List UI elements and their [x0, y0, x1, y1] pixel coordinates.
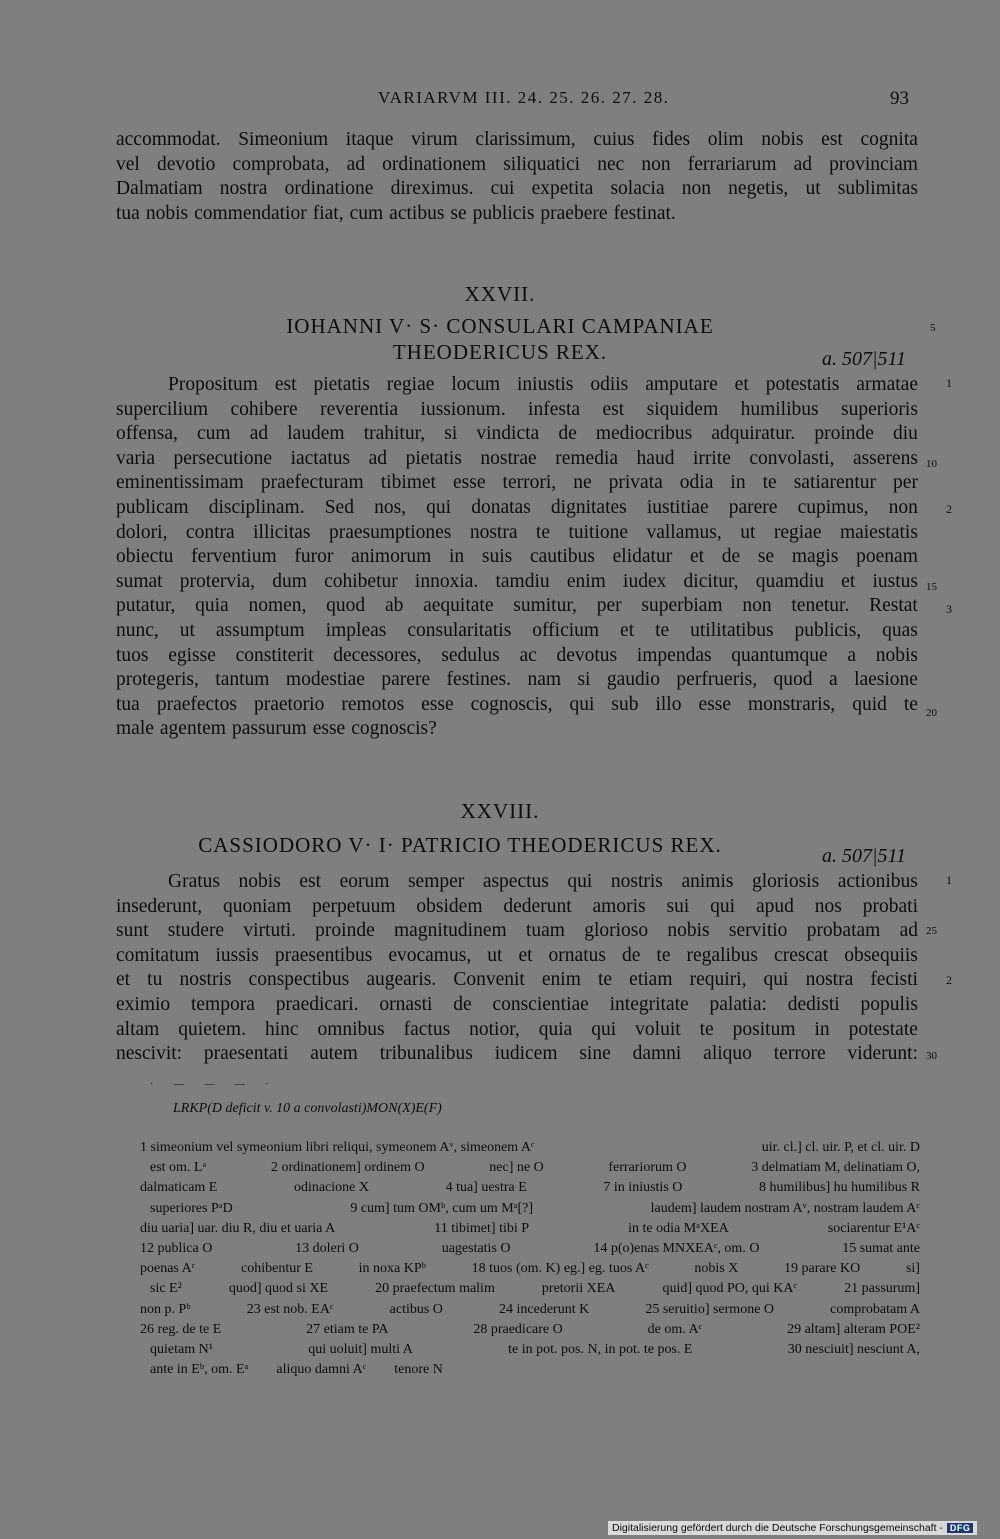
- apparatus-line: sic E² quod] quod si XE 20 praefectum malim pretorii XEA quid] quod PO, qui KAᶜ 21 passurum]: [150, 1281, 920, 1297]
- page-number: 93: [890, 88, 909, 109]
- section-number: 3: [946, 602, 952, 616]
- text-line: et tu nostris conspectibus augearis. Convenit enim te etiam requiri, qui nostra fecisti: [116, 969, 918, 991]
- apparatus-line: ante in Eᵇ, om. Eᵃ aliquo damni Aᶜ tenore N: [150, 1362, 443, 1378]
- letter-27-number: XXVII.: [464, 282, 536, 306]
- apparatus-line: poenas Aᶜ cohibentur E in noxa KPᵇ 18 tuos (om. K) eg.] eg. tuos Aᶜ nobis X 19 parare KO si]: [140, 1261, 920, 1277]
- line-number: 10: [926, 458, 937, 470]
- letter-28-number: XXVIII.: [460, 799, 540, 823]
- footer-text: Digitalisierung gefördert durch die Deutsche Forschungsgemeinschaft -: [612, 1522, 943, 1534]
- text-line: offensa, cum ad laudem trahitur, si vindicta de mediocribus adquiratur. proinde diu: [116, 423, 918, 445]
- text-line: eximio tempora praedicari. ornasti de conscientiae integritate palatia: dedisti populis: [116, 993, 918, 1015]
- apparatus-line: non p. Pᵇ 23 est nob. EAᶜ actibus O 24 incederunt K 25 seruitio] sermone O comprobatam A: [140, 1301, 920, 1317]
- line-number: 15: [926, 581, 937, 593]
- text-line: publicam disciplinam. Sed nos, qui donatas dignitates iustitiae parere cupimus, non: [116, 496, 918, 518]
- text-line: male agentem passurum esse cognoscis?: [116, 718, 437, 740]
- text-line: obiectu ferventium furor animorum in suis cautibus elidatur et de se magis poenam: [116, 546, 918, 568]
- text-line: nescivit: praesentati autem tribunalibus iudicem sine damni aliquo terrore viderunt:: [116, 1043, 918, 1065]
- letter-27-address: IOHANNI V· S· CONSULARI CAMPANIAE: [286, 314, 714, 338]
- margin-line-number-5: 5: [930, 322, 936, 334]
- line-number: 30: [926, 1050, 937, 1062]
- apparatus-line: superiores PᵃD 9 cum] tum OMᵇ, cum um Mᵃ[?] laudem] laudem nostram Aᵛ, nostram laudem Aᶜ: [150, 1200, 920, 1216]
- section-number: 1: [946, 376, 952, 390]
- text-line: dolori, contra illicitas praesumptiones nostra te tuitione vallamus, ut regiae maiestatis: [116, 521, 918, 543]
- apparatus-line: quietam N¹ qui uoluit] multi A te in pot. pos. N, in pot. te pos. E 30 nesciuit] nesciunt A,: [150, 1341, 920, 1357]
- text-line: putatur, quia nomen, quod ab aequitate sumitur, per superbiam non tenetur. Restat: [116, 595, 918, 617]
- text-line: tua nobis commendatior fiat, cum actibus se publicis praebere festinat.: [116, 202, 676, 224]
- line-number: 20: [926, 707, 937, 719]
- apparatus-line: est om. Lᵃ 2 ordinationem] ordinem O nec] ne O ferrariorum O 3 delmatiam M, delinatiam O,: [150, 1160, 920, 1176]
- text-line: sunt studere virtuti. proinde magnitudinem tuam glorioso nobis servitio probatam ad: [116, 920, 918, 942]
- digitization-footer: [608, 1521, 977, 1535]
- apparatus-line: 1 simeonium vel symeonium libri reliqui, symeonem Aᵛ, simeonem Aᶜ uir. cl.] cl. uir. P, et cl. uir. D: [140, 1140, 920, 1155]
- apparatus-sigla: LRKP(D deficit v. 10 a convolasti)MON(X)E(F): [173, 1101, 442, 1116]
- apparatus-line: dalmaticam E odinacione X 4 tua] uestra E 7 in iniustis O 8 humilibus] hu humilibus R: [140, 1180, 920, 1196]
- running-head: [0, 88, 1000, 110]
- section-number: 1: [946, 873, 952, 887]
- letter-28-date: a. 507|511: [822, 845, 907, 867]
- dfg-logo: DFG: [947, 1523, 974, 1533]
- intro-paragraph: [116, 128, 918, 226]
- text-line: comitatum iussis praesentibus evocamus, ut et ornatus de te regalibus crescat obsequiis: [116, 944, 918, 966]
- section-number: 2: [946, 973, 952, 987]
- text-line: tuos egisse constiterit decessores, sedulus ac devotus impendas quantumque a nobis: [116, 644, 918, 666]
- text-line: accommodat. Simeonium itaque virum clarissimum, cuius fides olim nobis est cognita: [116, 129, 918, 150]
- letter-27-sender: THEODERICUS REX.: [392, 340, 608, 364]
- apparatus-line: 12 publica O 13 doleri O uagestatis O 14 p(o)enas MNXEAᶜ, om. O 15 sumat ante: [140, 1240, 920, 1256]
- text-line: insederunt, quoniam perpetuum obsidem dederunt amoris sui qui apud nos probati: [116, 895, 918, 917]
- text-line: eminentissimam praefecturam tibimet esse terrori, ne privata odia in te satiarentur per: [116, 472, 918, 494]
- text-line: supercilium cohibere reverentia iussionum. infesta est siquidem humilibus superioris: [116, 398, 918, 420]
- letter-27-body: [116, 373, 918, 742]
- letter-27-date: a. 507|511: [822, 348, 907, 370]
- apparatus-line: 26 reg. de te E 27 etiam te PA 28 praedicare O de om. Aᶜ 29 altam] alteram POE²: [140, 1321, 920, 1337]
- text-line: protegeris, tantum modestiae parere festines. nam si gaudio perfrueris, quod a laesione: [116, 669, 918, 691]
- letter-28-body: [116, 870, 918, 1067]
- text-line: tua praefectos praetorio remotos esse cognoscis, qui sub illo esse monstraris, quid te: [116, 693, 918, 715]
- separator-rule: · — — — ·: [150, 1079, 278, 1090]
- section-number: 2: [946, 502, 952, 516]
- text-line: vel devotio comprobata, ad ordinationem siliquatici nec non ferrariarum ad provinciam: [116, 153, 918, 175]
- text-line: Propositum est pietatis regiae locum iniustis odiis amputare et potestatis armatae: [168, 374, 918, 395]
- text-line: sumat protervia, dum cohibetur innoxia. tamdiu enim iudex dicitur, quamdiu et iustus: [116, 570, 918, 592]
- letter-28-address: CASSIODORO V· I· PATRICIO THEODERICUS REX.: [198, 833, 722, 857]
- text-line: Dalmatiam nostra ordinatione direximus. cui expetita solacia non negetis, ut sublimitas: [116, 178, 918, 200]
- critical-apparatus: [140, 1138, 920, 1380]
- text-line: altam quietem. hinc omnibus factus notior, quia qui voluit te positum in potestate: [116, 1018, 918, 1040]
- line-number: 25: [926, 925, 937, 937]
- running-title: VARIARVM III. 24. 25. 26. 27. 28.: [378, 88, 670, 107]
- text-line: nunc, ut assumptum impleas consularitatis officium et te utilitatibus publicis, quas: [116, 619, 918, 641]
- text-line: Gratus nobis est eorum semper aspectus qui nostris animis gloriosis actionibus: [168, 871, 918, 892]
- text-line: varia persecutione iactatus ad pietatis nostrae remedia haud irrite convolasti, asserens: [116, 447, 918, 469]
- apparatus-line: diu uaria] uar. diu R, diu et uaria A 11 tibimet] tibi P in te odia MᵃXEA sociarentur E¹Aᶜ: [140, 1220, 920, 1236]
